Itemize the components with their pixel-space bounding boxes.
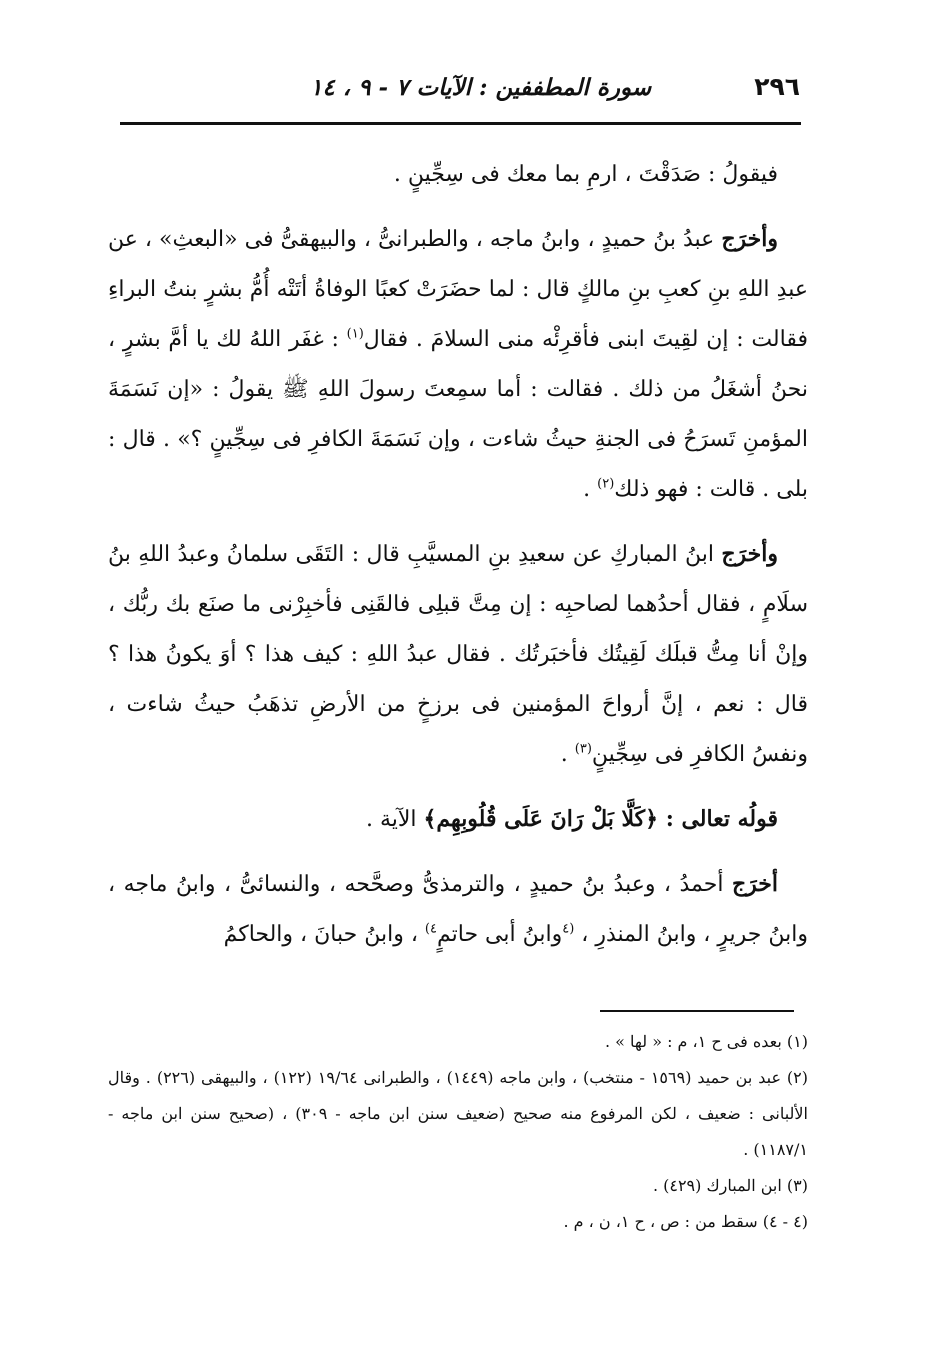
paragraph-4-text-a: أحمدُ ، وعبدُ بنُ حميدٍ ، والترمذىُّ وصحَّحه ، والنسائىُّ ، وابنُ ماجه ، وابنُ جريرٍ ، وابنُ المنذرِ ، [108, 872, 808, 947]
page-number: ٢٩٦ [754, 72, 800, 101]
paragraph-4 [108, 859, 808, 960]
paragraph-2-opening: وأخرَج [721, 226, 778, 252]
footnote-ref-1: (١) [346, 326, 364, 342]
paragraph-4-opening: أخرَج [731, 871, 778, 897]
paragraph-3-opening: وأخرَج [721, 541, 778, 567]
verse-tail: الآية . [365, 807, 424, 832]
footnote-ref-4-start: (٤ [562, 921, 575, 937]
footnote-ref-4-end: ٤) [424, 921, 437, 937]
paragraph-3 [108, 529, 808, 780]
footnote-ref-2: (٢) [597, 476, 615, 492]
paragraph-2-text-b: : غفَر اللهُ لك يا أمَّ بشرٍ ، نحنُ أشغَلُ من ذلك . فقالت : أما سمِعتَ رسولَ اللهِ ﷺ يقولُ : «إن نَسَمَةَ المؤمنِ تَسرَحُ فى الجنةِ حيثُ شاءت ، وإن نَسَمَةَ الكافرِ فى سِجِّينٍ ؟» . قال : بلى . قالت : فهو ذلك [108, 327, 808, 502]
paragraph-1-text: فيقولُ : صَدَقْتَ ، ارمِ بما معك فى سِجِّينٍ . [393, 162, 778, 187]
paragraph-4-text-c: ، وابنُ حبانَ ، والحاكمُ [223, 922, 425, 947]
main-text [108, 150, 808, 974]
footnote-1: (١) بعده فى ح ١، م : « لها » . [604, 1032, 808, 1051]
paragraph-2 [108, 214, 808, 515]
footnote-4: (٤ - ٤) سقط من : ص ، ح ١، ن ، م . [563, 1212, 808, 1231]
paragraph-2-end: . [583, 477, 598, 502]
paragraph-4-text-b: وابنُ أبى حاتمٍ [436, 922, 563, 947]
paragraph-2-text-a: عبدُ بنُ حميدٍ ، وابنُ ماجه ، والطبرانىُّ ، والبيهقىُّ فى «البعثِ» ، عن عبدِ اللهِ بنِ كعبِ بنِ مالكٍ قال : لما حضَرَتْ كعبًا الوفاةُ أتَتْه أُمُّ بشرٍ بنتُ البراءِ فقالت : إن لقِيتَ ابنى فأقرِئْه منى السلامَ . فقال [108, 227, 808, 352]
verse-intro: قولُه تعالى : [658, 806, 778, 832]
paragraph-1 [108, 150, 808, 200]
page-header [120, 68, 800, 114]
paragraph-3-end: . [560, 742, 575, 767]
verse-heading [108, 794, 808, 845]
paragraph-3-text: ابنُ المباركِ عن سعيدِ بنِ المسيَّبِ قال : التَقَى سلمانُ وعبدُ اللهِ بنُ سلَامٍ ، فقال أحدُهما لصاحبِه : إن مِتَّ قبلِى فالقَنِى فأخبِرْنى ما صنَع بك ربُّك ، وإنْ أنا مِتُّ قبلَك لَقِيتُك فأخبَرتُك . فقال عبدُ اللهِ : كيف هذا ؟ أوَ يكونُ هذا ؟ قال : نعم ، إنَّ أرواحَ المؤمنين فى برزخٍ من الأرضِ تذهَبُ حيثُ شاءت ، ونفسُ الكافرِ فى سِجِّينٍ [108, 542, 808, 767]
footnote-2: (٢) عبد بن حميد (١٥٦٩ - منتخب) ، وابن ماجه (١٤٤٩) ، والطبرانى ١٩/٦٤ (١٢٢) ، والبيهقى (٢٢٦) . وقال الألبانى : ضعيف ، لكن المرفوع منه صحيح (ضعيف سنن ابن ماجه - ٣٠٩) ، (صحيح سنن ابن ماجه - ١١٨٧/١) . [108, 1068, 809, 1159]
header-rule [120, 122, 801, 125]
running-title: سورة المطففين : الآيات ٧ - ٩ ، ١٤ [310, 74, 652, 101]
footnote-3: (٣) ابن المبارك (٤٢٩) . [652, 1176, 808, 1195]
footnote-rule [600, 1010, 794, 1012]
footnote-ref-3: (٣) [574, 741, 592, 757]
quran-verse: ﴿كَلَّا بَلْ رَانَ عَلَى قُلُوبِهِم﴾ [423, 806, 659, 832]
footnotes [108, 1024, 808, 1240]
